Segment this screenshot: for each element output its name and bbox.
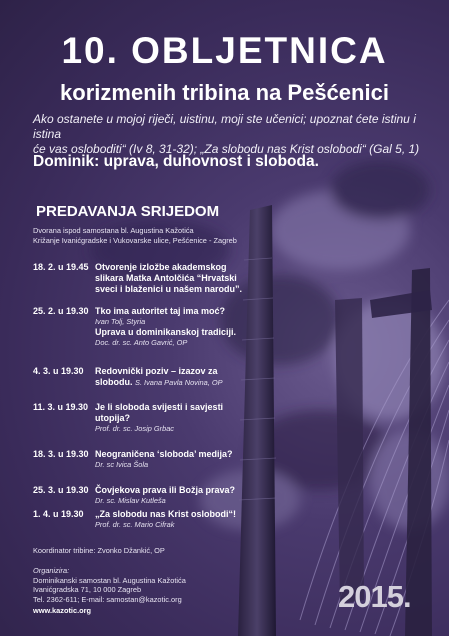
lecture-title-line: sveci i blaženici u našem narodu”.	[95, 284, 243, 294]
lecture-title-line: slikara Matka Antolčića “Hrvatski	[95, 273, 237, 283]
lecture-speaker: Prof. dr. sc. Mario Cifrak	[95, 520, 175, 529]
lecture-date: 11. 3. u 19.30	[33, 402, 89, 412]
lecture-title-line: Otvorenje izložbe akademskog	[95, 262, 227, 272]
lecture-speaker: Dr. sc Ivica Šola	[95, 460, 149, 469]
lecture-speaker: Dr. sc. Mislav Kutleša	[95, 496, 166, 505]
organizer-info	[33, 566, 186, 604]
lecture-date: 25. 3. u 19.30	[33, 485, 89, 495]
venue-line: Dvorana ispod samostana bl. Augustina Kažotića	[33, 226, 194, 235]
lecture-body	[95, 509, 295, 530]
lecture-date: 18. 2. u 19.45	[33, 262, 89, 272]
lecture-title-line: Redovnički poziv – izazov za	[95, 366, 218, 376]
quote-line: Ako ostanete u mojoj riječi, uistinu, moji ste učenici; upoznat ćete istinu i istina	[33, 112, 416, 141]
lecture-title: Uprava u dominikanskoj tradiciji.	[95, 327, 237, 337]
organizer-line: Ivanićgradska 71, 10 000 Zagreb	[33, 585, 142, 594]
lecture-body	[95, 485, 295, 506]
bible-quote	[33, 112, 423, 157]
lecture-body	[95, 262, 295, 295]
lecture-title: Čovjekova prava ili Božja prava?	[95, 485, 236, 495]
lecture-speaker: Doc. dr. sc. Anto Gavrić, OP	[95, 338, 188, 347]
lecture-body	[95, 402, 295, 434]
website-link[interactable]: www.kazotic.org	[33, 606, 92, 615]
lecture-title-part: slobodu.	[95, 377, 133, 387]
theme-heading: Dominik: uprava, duhovnost i sloboda.	[33, 153, 319, 170]
lecture-date: 18. 3. u 19.30	[33, 449, 89, 459]
lecture-speaker: Prof. dr. sc. Josip Grbac	[95, 424, 174, 433]
lecture-title-line: utopija?	[95, 413, 130, 423]
organizer-label: Organizira:	[33, 566, 70, 575]
organizer-line: Tel. 2362-611; E-mail: samostan@kazotic.org	[33, 594, 182, 604]
organizer-line: Dominikanski samostan bl. Augustina Kažotića	[33, 575, 186, 585]
venue-line: Križanje Ivanićgradske i Vukovarske ulice, Pešćenice - Zagreb	[33, 236, 237, 245]
lectures-heading: PREDAVANJA SRIJEDOM	[36, 203, 220, 220]
lecture-title: Neograničena ‘sloboda’ medija?	[95, 449, 233, 459]
page-subtitle: korizmenih tribina na Pešćenici	[60, 80, 389, 105]
lecture-date: 4. 3. u 19.30	[33, 366, 84, 376]
lecture-body	[95, 306, 295, 348]
page-title: 10. OBLJETNICA	[61, 30, 388, 71]
lecture-date: 1. 4. u 19.30	[33, 509, 84, 519]
coordinator: Koordinator tribine: Zvonko Džankić, OP	[33, 546, 165, 555]
lecture-title: „Za slobodu nas Krist oslobodi“!	[95, 509, 237, 519]
lecture-title-line: Je li sloboda svijesti i savjesti	[95, 402, 224, 412]
lecture-title-line	[95, 377, 295, 388]
lecture-date: 25. 2. u 19.30	[33, 306, 89, 316]
lecture-title: Tko ima autoritet taj ima moć?	[95, 306, 226, 316]
quote-line: će vas osloboditi“ (Iv 8, 31-32); „Za slobodu nas Krist oslobodi“ (Gal 5, 1)	[33, 142, 420, 156]
lecture-speaker: S. Ivana Pavla Novina, OP	[135, 378, 223, 387]
lecture-body	[95, 366, 295, 388]
lecture-speaker: Ivan Tolj, Styria	[95, 317, 146, 326]
lecture-body	[95, 449, 295, 470]
year-label: 2015.	[338, 579, 411, 614]
venue-info	[33, 226, 293, 246]
